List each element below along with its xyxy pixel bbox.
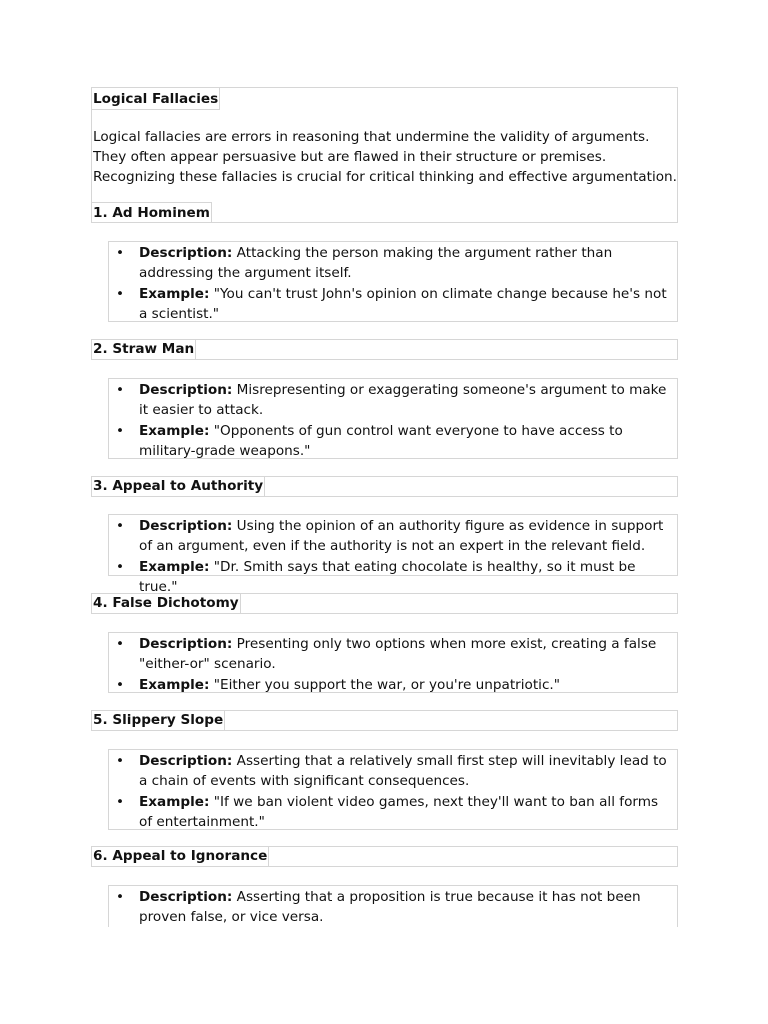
list-item <box>109 421 669 461</box>
item-label: Example: <box>139 677 210 693</box>
item-text: Presenting only two options when more exist, creating a false "either-or" scenario. <box>139 636 657 672</box>
item-text: "Either you support the war, or you're unpatriotic." <box>209 677 561 693</box>
section-list <box>108 378 678 459</box>
item-text: Using the opinion of an authority figure as evidence in support of an argument, even if the authority is not an expert in the relevant field. <box>139 518 664 554</box>
item-label: Example: <box>139 423 210 439</box>
item-label: Description: <box>139 382 233 398</box>
bullet-icon: • <box>115 794 125 810</box>
item-text: Asserting that a proposition is true because it has not been proven false, or vice versa. <box>139 889 641 925</box>
section-list <box>108 632 678 693</box>
item-text: Misrepresenting or exaggerating someone's argument to make it easier to attack. <box>139 382 667 418</box>
bullet-icon: • <box>115 889 125 905</box>
bullet-icon: • <box>115 677 125 693</box>
bullet-icon: • <box>115 245 125 261</box>
item-label: Description: <box>139 753 233 769</box>
item-label: Example: <box>139 794 210 810</box>
document-title: Logical Fallacies <box>92 88 220 110</box>
section-heading-box <box>91 339 678 360</box>
item-text: "Dr. Smith says that eating chocolate is healthy, so it must be true." <box>139 559 636 595</box>
item-label: Description: <box>139 518 233 534</box>
intro-line: Recognizing these fallacies is crucial for critical thinking and effective argumentation. <box>93 169 677 185</box>
list-item <box>109 634 669 674</box>
bullet-icon: • <box>115 423 125 439</box>
list-item <box>109 284 669 324</box>
list-item <box>109 516 669 556</box>
list-item <box>109 557 669 597</box>
section-heading: 4. False Dichotomy <box>93 595 239 611</box>
item-label: Example: <box>139 559 210 575</box>
section-heading: 6. Appeal to Ignorance <box>93 848 268 864</box>
list-item <box>109 751 669 791</box>
bullet-icon: • <box>115 382 125 398</box>
section-heading-box <box>91 710 678 731</box>
list-item <box>109 243 669 283</box>
intro-block <box>91 87 678 223</box>
item-text: "Opponents of gun control want everyone to have access to military-grade weapons." <box>139 423 623 459</box>
intro-line: Logical fallacies are errors in reasoning that undermine the validity of arguments. <box>93 129 650 145</box>
intro-paragraph <box>93 127 677 187</box>
section-heading: 2. Straw Man <box>93 341 195 357</box>
item-text: "You can't trust John's opinion on climate change because he's not a scientist." <box>139 286 667 322</box>
section-heading: 3. Appeal to Authority <box>93 478 264 494</box>
section-heading: 1. Ad Hominem <box>92 202 212 223</box>
section-list <box>108 241 678 322</box>
list-item <box>109 380 669 420</box>
item-label: Description: <box>139 889 233 905</box>
section-heading: 5. Slippery Slope <box>93 712 224 728</box>
intro-line: They often appear persuasive but are flawed in their structure or premises. <box>93 149 607 165</box>
section-heading-box <box>91 846 678 867</box>
item-label: Example: <box>139 286 210 302</box>
item-text: Attacking the person making the argument rather than addressing the argument itself. <box>139 245 613 281</box>
list-item <box>109 887 669 927</box>
bullet-icon: • <box>115 286 125 302</box>
item-label: Description: <box>139 636 233 652</box>
bullet-icon: • <box>115 559 125 575</box>
bullet-icon: • <box>115 518 125 534</box>
section-list <box>108 514 678 595</box>
section-list <box>108 885 678 927</box>
section-heading-box <box>91 476 678 497</box>
list-item <box>109 792 669 832</box>
item-text: Asserting that a relatively small first step will inevitably lead to a chain of events with significant consequences. <box>139 753 667 789</box>
item-label: Description: <box>139 245 233 261</box>
section-heading-box <box>91 593 678 614</box>
item-text: "If we ban violent video games, next they'll want to ban all forms of entertainment." <box>139 794 659 830</box>
bullet-icon: • <box>115 753 125 769</box>
bullet-icon: • <box>115 636 125 652</box>
list-item <box>109 675 669 695</box>
section-list <box>108 749 678 830</box>
